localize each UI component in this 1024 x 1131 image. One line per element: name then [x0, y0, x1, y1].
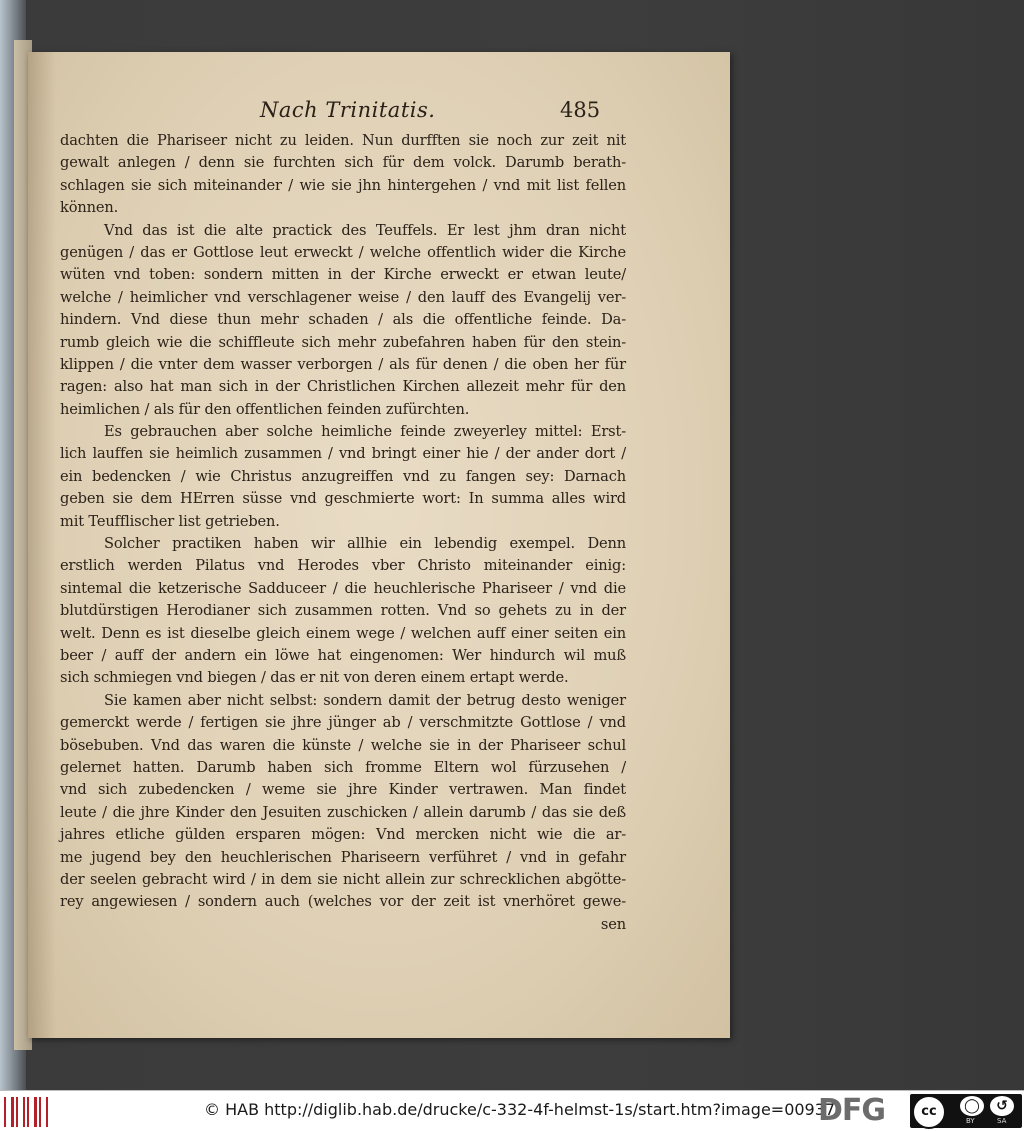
- text-line: ragen: also hat man sich in der Christlichen Kirchen allezeit mehr für den: [60, 378, 626, 396]
- text-line: beer / auff der andern ein löwe hat eingenomen: Wer hindurch wil muß: [60, 646, 626, 664]
- text-line: lich lauffen sie heimlich zusammen / vnd bringt einer hie / der ander dort /: [60, 445, 626, 463]
- text-line: geben sie dem HErren süsse vnd geschmierte wort: In summa alles wird: [60, 490, 626, 508]
- text-line: Solcher practiken haben wir allhie ein lebendig exempel. Denn: [104, 535, 626, 553]
- text-line: gewalt anlegen / denn sie furchten sich für dem volck. Darumb berath-: [60, 154, 626, 172]
- text-line: heimlichen / als für den offentlichen feinden zufürchten.: [60, 400, 470, 418]
- cc-license-badge[interactable]: [910, 1094, 1022, 1128]
- text-line: bösebuben. Vnd das waren die künste / welche sie in der Phariseer schul: [60, 736, 626, 754]
- book-page: [28, 52, 730, 1038]
- text-line: me jugend bey den heuchlerischen Phariseern verführet / vnd in gefahr: [60, 848, 626, 866]
- text-line: wüten vnd toben: sondern mitten in der Kirche erweckt er etwan leute/: [60, 266, 626, 284]
- text-line: der seelen gebracht wird / in dem sie nicht allein zur schrecklichen abgötte-: [60, 870, 626, 888]
- text-line: mit Teufflischer list getrieben.: [60, 512, 280, 530]
- dfg-logo: DFG: [818, 1093, 886, 1128]
- text-line: sintemal die ketzerische Sadduceer / die heuchlerische Phariseer / vnd die: [60, 579, 626, 597]
- text-line: sen: [600, 915, 626, 933]
- sa-label: SA: [997, 1117, 1007, 1125]
- sa-icon: ↺: [990, 1096, 1014, 1116]
- text-line: Es gebrauchen aber solche heimliche feinde zweyerley mittel: Erst-: [104, 423, 626, 441]
- text-line: dachten die Phariseer nicht zu leiden. Nun durfften sie noch zur zeit nit: [60, 132, 626, 149]
- text-line: Sie kamen aber nicht selbst: sondern damit der betrug desto weniger: [104, 691, 626, 709]
- by-label: BY: [966, 1117, 975, 1125]
- copyright-link[interactable]: © HAB http://diglib.hab.de/drucke/c-332-4f-helmst-1s/start.htm?image=00937: [204, 1100, 836, 1119]
- hab-logo-icon: [4, 1097, 48, 1127]
- text-line: gemerckt werde / fertigen sie jhre jünger ab / verschmitzte Gottlose / vnd: [60, 714, 626, 732]
- text-line: blutdürstigen Herodianer sich zusammen rotten. Vnd so gehets zu in der: [60, 602, 626, 620]
- text-line: sich schmiegen vnd biegen / das er nit von deren einem ertapt werde.: [60, 669, 569, 687]
- page-number: 485: [560, 98, 601, 122]
- body-text: [60, 130, 626, 936]
- cc-icon: cc: [912, 1095, 946, 1129]
- text-line: rey angewiesen / sondern auch (welches vor der zeit ist vnerhöret gewe-: [60, 893, 626, 911]
- text-line: jahres etliche gülden ersparen mögen: Vnd mercken nicht wie die ar-: [60, 826, 626, 844]
- viewer-footer: [0, 1090, 1024, 1131]
- text-line: Vnd das ist die alte practick des Teuffels. Er lest jhm dran nicht: [104, 221, 626, 239]
- text-line: klippen / die vnter dem wasser verborgen / als für denen / die oben her für: [60, 355, 626, 373]
- text-line: genügen / das er Gottlose leut erweckt / welche offentlich wider die Kirche: [60, 243, 626, 261]
- text-line: ein bedencken / wie Christus anzugreiffen vnd zu fangen sey: Darnach: [60, 467, 626, 485]
- text-line: rumb gleich wie die schiffleute sich mehr zubefahren haben für den stein-: [60, 333, 626, 351]
- text-line: welche / heimlicher vnd verschlagener weise / den lauff des Evangelij ver-: [60, 288, 626, 306]
- text-line: können.: [60, 199, 119, 217]
- running-head: Nach Trinitatis.: [260, 98, 436, 122]
- text-line: welt. Denn es ist dieselbe gleich einem wege / welchen auff einer seiten ein: [60, 624, 626, 642]
- text-line: gelernet hatten. Darumb haben sich fromme Eltern wol fürzusehen /: [60, 758, 626, 776]
- text-line: erstlich werden Pilatus vnd Herodes vber Christo miteinander einig:: [60, 557, 626, 575]
- text-line: leute / die jhre Kinder den Jesuiten zuschicken / allein darumb / das sie deß: [60, 803, 626, 821]
- page-header: [28, 98, 730, 124]
- text-line: vnd sich zubedencken / weme sie jhre Kinder vertrawen. Man findet: [60, 781, 626, 799]
- text-line: schlagen sie sich miteinander / wie sie jhn hintergehen / vnd mit list fellen: [60, 176, 626, 194]
- text-line: hindern. Vnd diese thun mehr schaden / als die offentliche feinde. Da-: [60, 311, 626, 329]
- by-icon: ◯: [960, 1096, 984, 1116]
